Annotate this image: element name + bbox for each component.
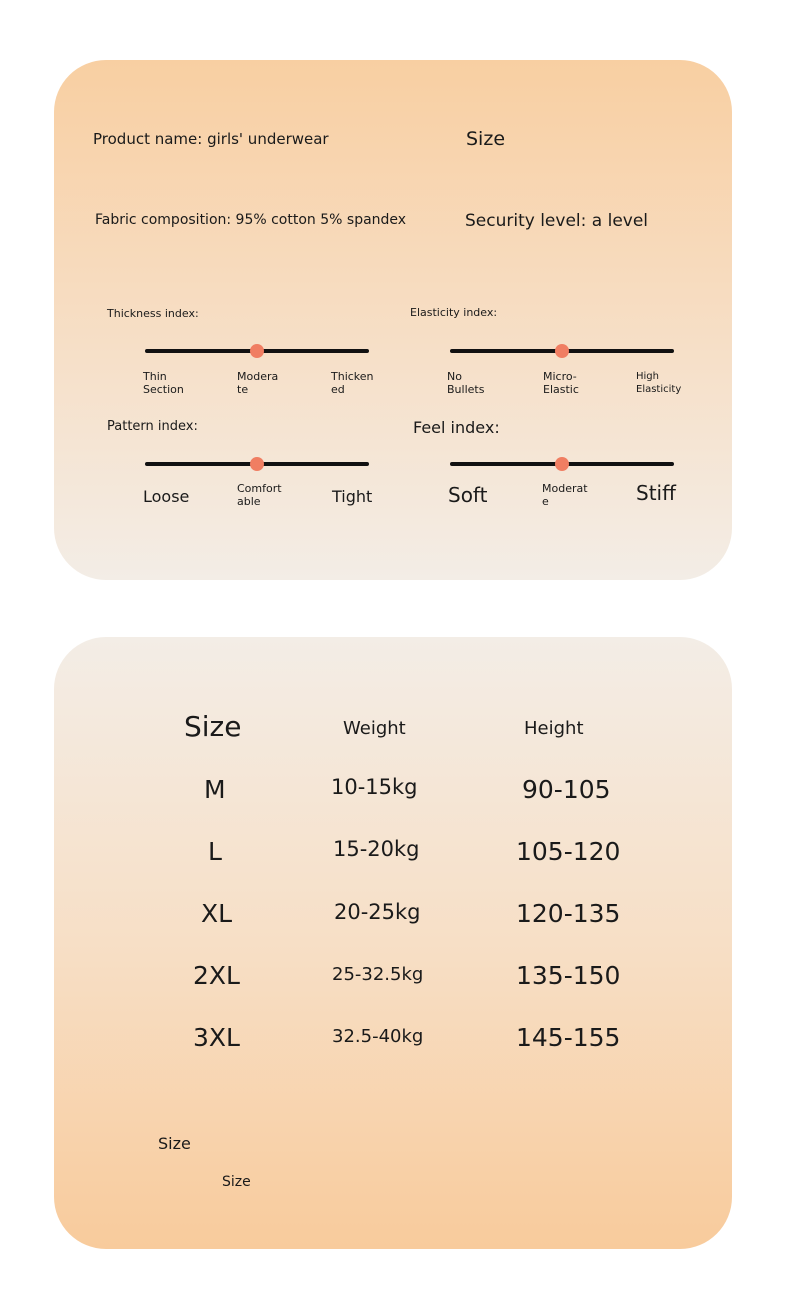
height-cell-m: 90-105 [522,775,611,804]
security-level: Security level: a level [465,211,649,231]
elasticity-tick-2: Micro- Elastic [543,370,579,396]
thickness-index-label: Thickness index: [107,307,199,320]
size-heading: Size [466,128,506,150]
pattern-tick-3: Tight [332,487,373,506]
thickness-tick-1: Thin Section [143,370,184,396]
height-cell-3xl: 145-155 [516,1023,621,1052]
height-cell-xl: 120-135 [516,899,621,928]
fabric-composition: Fabric composition: 95% cotton 5% spandex [95,212,407,228]
size-column-header: Size [184,710,242,743]
pattern-index-label: Pattern index: [107,419,198,434]
pattern-tick-1: Loose [143,487,190,506]
footer-note-2: Size [222,1174,251,1190]
elasticity-index-label: Elasticity index: [410,306,498,319]
elasticity-slider [450,349,674,353]
feel-index-label: Feel index: [413,418,500,437]
weight-cell-l: 15-20kg [333,837,420,861]
weight-column-header: Weight [343,718,406,739]
elasticity-slider-knob [555,344,569,358]
pattern-slider-knob [250,457,264,471]
thickness-slider [145,349,369,353]
size-cell-3xl: 3XL [193,1023,240,1052]
size-cell-2xl: 2XL [193,961,240,990]
pattern-tick-2: Comfort able [237,482,282,508]
footer-note-1: Size [158,1134,191,1153]
feel-slider [450,462,674,466]
feel-tick-2: Moderat e [542,482,588,508]
elasticity-tick-1: No Bullets [447,370,485,396]
height-cell-2xl: 135-150 [516,961,621,990]
thickness-slider-knob [250,344,264,358]
size-cell-xl: XL [201,899,233,928]
size-cell-m: M [204,775,226,804]
weight-cell-2xl: 25-32.5kg [332,964,424,985]
thickness-tick-2: Modera te [237,370,279,396]
height-column-header: Height [524,718,584,739]
product-name: Product name: girls' underwear [93,130,329,148]
weight-cell-3xl: 32.5-40kg [332,1026,424,1047]
elasticity-tick-3: High Elasticity [636,371,682,395]
pattern-slider [145,462,369,466]
feel-tick-3: Stiff [636,481,676,505]
size-cell-l: L [208,837,222,866]
feel-tick-1: Soft [448,483,488,507]
height-cell-l: 105-120 [516,837,621,866]
weight-cell-xl: 20-25kg [334,900,421,924]
weight-cell-m: 10-15kg [331,775,418,799]
thickness-tick-3: Thicken ed [331,370,374,396]
feel-slider-knob [555,457,569,471]
